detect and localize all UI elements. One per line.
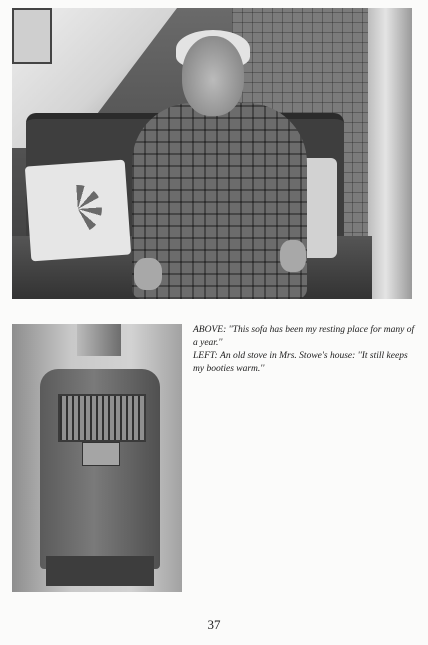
wall-picture-frame	[12, 8, 52, 64]
photo-old-stove	[12, 324, 182, 592]
decorative-pillow	[25, 160, 131, 262]
caption-above: ABOVE: ''This sofa has been my resting place for many of a year.''	[193, 325, 415, 348]
woman-right-hand	[280, 240, 306, 272]
stove-base	[46, 556, 154, 586]
caption-left: LEFT: An old stove in Mrs. Stowe's house: ''It still keeps my booties warm.''	[193, 351, 408, 374]
photo-woman-on-sofa	[12, 8, 412, 299]
stove-grill	[58, 394, 146, 442]
woman-face	[182, 36, 244, 116]
stove-pipe	[77, 324, 121, 356]
page-number: 37	[207, 617, 221, 632]
photo-caption	[193, 324, 418, 376]
woman-left-hand	[134, 258, 162, 290]
stove-nameplate	[82, 442, 120, 466]
pillow-pinwheel-pattern	[52, 183, 103, 234]
door-frame	[368, 8, 412, 299]
